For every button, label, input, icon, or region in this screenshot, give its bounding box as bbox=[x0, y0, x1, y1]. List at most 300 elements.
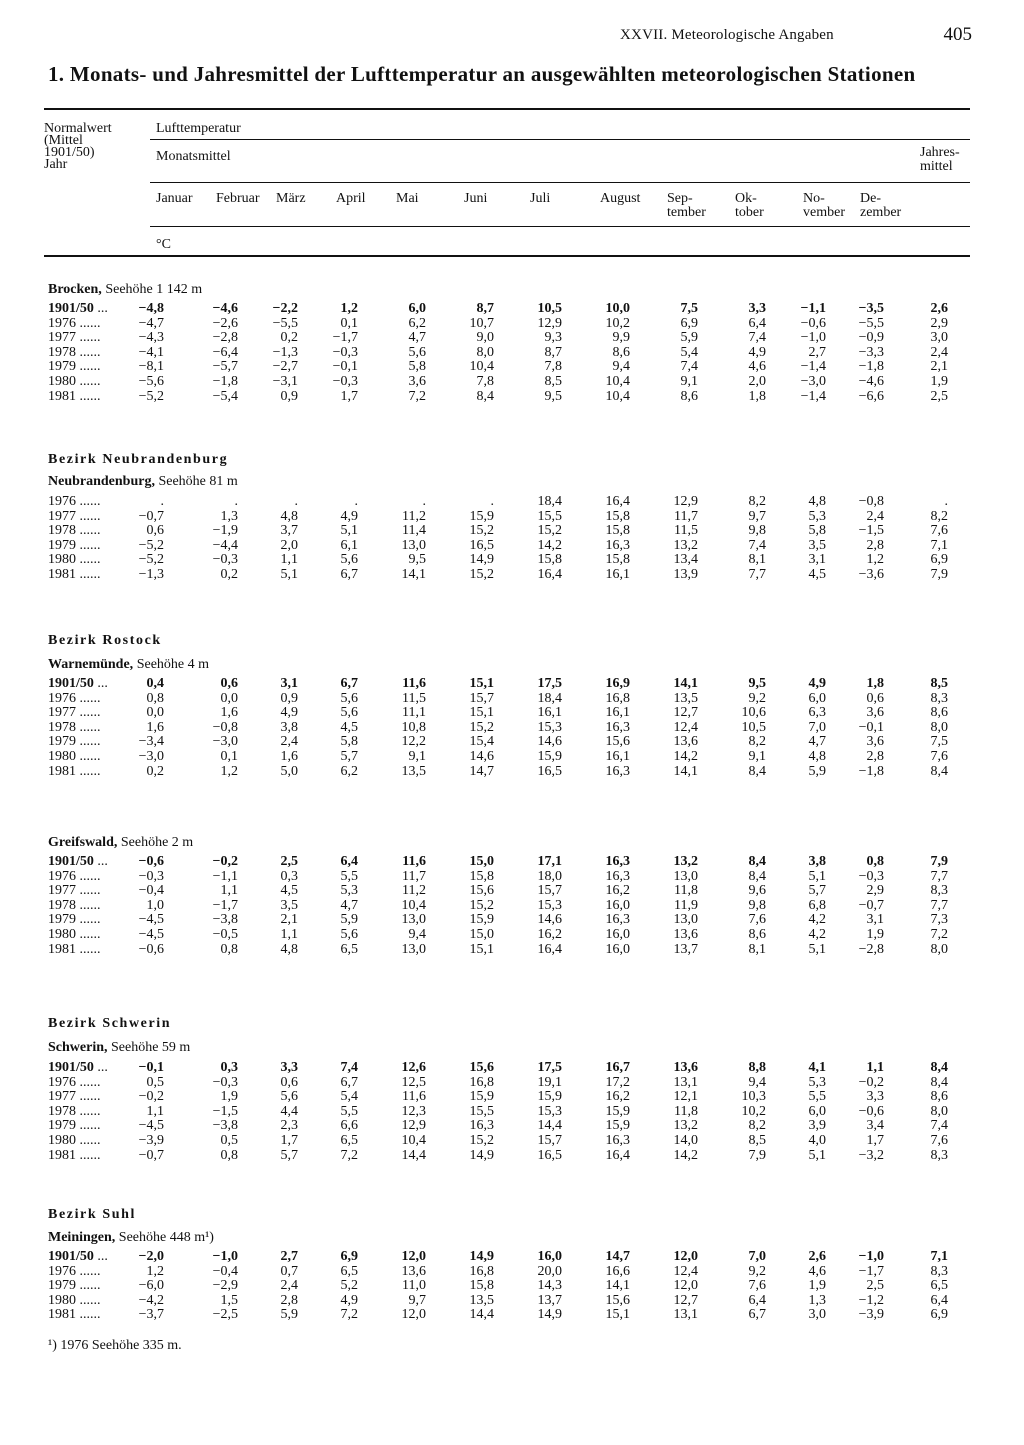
month-value-cell: 14,0 bbox=[673, 1133, 698, 1148]
month-value-cell: 2,7 bbox=[280, 1249, 298, 1264]
month-value-cell: 11,7 bbox=[402, 868, 426, 884]
month-value-cell: −4,6 bbox=[858, 374, 884, 389]
footnote: ¹) 1976 Seehöhe 335 m. bbox=[48, 1338, 182, 1353]
month-value-cell: 4,5 bbox=[280, 883, 298, 899]
row-year: 1980 bbox=[48, 374, 76, 389]
month-value-cell: 1,2 bbox=[220, 763, 238, 779]
table-row bbox=[0, 1134, 1024, 1148]
month-value-cell: 4,0 bbox=[808, 1133, 826, 1148]
month-value-cell: 15,9 bbox=[469, 912, 494, 928]
month-value-cell: 9,5 bbox=[748, 676, 766, 691]
month-value-cell: 9,3 bbox=[544, 330, 562, 346]
month-value-cell: 16,7 bbox=[605, 1060, 630, 1075]
station-name: Warnemünde, bbox=[48, 657, 134, 672]
station-elevation: Seehöhe 81 m bbox=[154, 474, 238, 489]
month-value-cell: 0,5 bbox=[220, 1133, 238, 1148]
month-value-cell: 1,2 bbox=[340, 301, 358, 316]
month-value-cell: −3,5 bbox=[858, 301, 884, 316]
month-value-cell: 4,2 bbox=[808, 912, 826, 928]
table-row bbox=[0, 721, 1024, 735]
month-value-cell: 5,9 bbox=[280, 1307, 298, 1323]
leader-dots: ...... bbox=[76, 1103, 101, 1119]
month-value-cell: 3,4 bbox=[866, 1118, 884, 1134]
month-value-cell: 2,3 bbox=[280, 1118, 298, 1134]
month-value-cell: 7,8 bbox=[476, 374, 494, 389]
month-value-cell: 15,9 bbox=[469, 1089, 494, 1105]
month-value-cell: 7,6 bbox=[748, 912, 766, 928]
month-value-cell: 15,0 bbox=[469, 927, 494, 942]
bezirk-heading: Bezirk Neubrandenburg bbox=[48, 452, 229, 467]
running-head: XXVII. Meteorologische Angaben bbox=[620, 27, 834, 43]
month-value-cell: −3,0 bbox=[800, 374, 826, 389]
row-label bbox=[48, 1279, 101, 1293]
month-value-cell: 8,6 bbox=[612, 344, 630, 360]
table-row bbox=[0, 1061, 1024, 1075]
month-value-cell: −5,2 bbox=[138, 537, 164, 553]
month-value-cell: 2,8 bbox=[280, 1292, 298, 1308]
month-value-cell: 11,7 bbox=[674, 508, 698, 524]
annual-mean-cell: 8,3 bbox=[930, 883, 948, 899]
month-value-cell: 9,5 bbox=[408, 552, 426, 568]
month-value-cell: 8,7 bbox=[544, 344, 562, 360]
month-value-cell: 15,6 bbox=[469, 1060, 494, 1075]
month-value-cell: 1,0 bbox=[146, 897, 164, 913]
row-label bbox=[48, 1105, 101, 1119]
month-value-cell: 6,7 bbox=[748, 1307, 766, 1323]
month-value-cell: 18,0 bbox=[537, 868, 562, 884]
month-value-cell: 4,7 bbox=[408, 330, 426, 346]
month-value-cell: 15,1 bbox=[469, 941, 494, 957]
month-value-cell: 16,3 bbox=[605, 537, 630, 553]
month-value-cell: 9,5 bbox=[544, 388, 562, 404]
row-label bbox=[48, 1294, 101, 1308]
row-year: 1976 bbox=[48, 315, 76, 331]
leader-dots: ...... bbox=[76, 719, 101, 735]
leader-dots: ...... bbox=[76, 359, 101, 375]
month-value-cell: 1,6 bbox=[146, 719, 164, 735]
month-value-cell: 7,0 bbox=[808, 719, 826, 735]
row-year: 1977 bbox=[48, 705, 76, 721]
month-value-cell: 16,3 bbox=[605, 868, 630, 884]
annual-mean-cell: 2,5 bbox=[930, 388, 948, 404]
month-value-cell: 0,6 bbox=[866, 690, 884, 706]
month-value-cell: 13,1 bbox=[673, 1074, 698, 1090]
month-value-cell: −1,0 bbox=[212, 1249, 238, 1264]
month-value-cell: −1,8 bbox=[212, 374, 238, 389]
month-value-cell: 16,9 bbox=[605, 676, 630, 691]
month-value-cell: −2,0 bbox=[138, 1249, 164, 1264]
month-value-cell: −4,3 bbox=[138, 330, 164, 346]
month-value-cell: 6,7 bbox=[340, 567, 358, 582]
row-label bbox=[48, 1149, 101, 1163]
row-year: 1979 bbox=[48, 537, 76, 553]
leader-dots: ...... bbox=[76, 927, 101, 942]
table-row bbox=[0, 1308, 1024, 1322]
month-value-cell: 0,7 bbox=[280, 1263, 298, 1279]
month-value-cell: 16,5 bbox=[537, 763, 562, 779]
month-value-cell: 14,1 bbox=[673, 763, 698, 779]
row-year: 1979 bbox=[48, 1278, 76, 1294]
month-value-cell: 10,2 bbox=[605, 315, 630, 331]
month-value-cell: 2,5 bbox=[866, 1278, 884, 1294]
month-value-cell: 2,4 bbox=[866, 508, 884, 524]
month-value-cell: 5,9 bbox=[808, 763, 826, 779]
month-value-cell: 11,5 bbox=[402, 690, 426, 706]
month-value-cell: 3,8 bbox=[808, 854, 826, 869]
month-value-cell: −3,8 bbox=[212, 912, 238, 928]
annual-mean-header-line: mittel bbox=[920, 159, 953, 174]
annual-mean-cell: 2,1 bbox=[930, 359, 948, 375]
table-row bbox=[0, 928, 1024, 942]
group-header-lufttemperatur: Lufttemperatur bbox=[156, 121, 241, 136]
month-value-cell: −2,6 bbox=[212, 315, 238, 331]
annual-mean-cell: 7,1 bbox=[930, 1249, 948, 1264]
month-value-cell: 17,2 bbox=[605, 1074, 630, 1090]
month-value-cell: 15,2 bbox=[469, 719, 494, 735]
month-value-cell: 14,6 bbox=[537, 734, 562, 750]
month-value-cell: 7,9 bbox=[748, 1147, 766, 1163]
month-value-cell: 15,8 bbox=[605, 508, 630, 524]
leader-dots: ...... bbox=[76, 1278, 101, 1294]
station-heading bbox=[48, 282, 202, 298]
leader-dots: ...... bbox=[76, 883, 101, 899]
month-value-cell: 3,3 bbox=[280, 1060, 298, 1075]
month-value-cell: 9,1 bbox=[408, 749, 426, 764]
leader-dots: ...... bbox=[76, 552, 101, 568]
month-value-cell: 0,4 bbox=[146, 676, 164, 691]
station-heading bbox=[48, 835, 193, 851]
month-value-cell: 13,5 bbox=[401, 763, 426, 779]
month-value-cell: 10,4 bbox=[469, 359, 494, 375]
month-value-cell: 15,6 bbox=[605, 1292, 630, 1308]
month-value-cell: −0,7 bbox=[858, 897, 884, 913]
month-value-cell: . bbox=[294, 494, 298, 509]
month-value-cell: 11,6 bbox=[402, 676, 426, 691]
month-value-cell: 5,7 bbox=[280, 1147, 298, 1163]
stub-header-line: Jahr bbox=[44, 157, 68, 172]
row-label bbox=[48, 721, 101, 735]
annual-mean-cell: 8,0 bbox=[930, 941, 948, 957]
month-value-cell: −2,5 bbox=[212, 1307, 238, 1323]
table-row bbox=[0, 1090, 1024, 1104]
table-row bbox=[0, 913, 1024, 927]
month-value-cell: −5,5 bbox=[858, 315, 884, 331]
row-year: 1979 bbox=[48, 1118, 76, 1134]
month-value-cell: 1,6 bbox=[280, 749, 298, 764]
month-value-cell: 2,9 bbox=[866, 883, 884, 899]
annual-mean-cell: 8,5 bbox=[930, 676, 948, 691]
month-value-cell: 11,0 bbox=[402, 1278, 426, 1294]
month-value-cell: 8,1 bbox=[748, 941, 766, 957]
month-header: Juli bbox=[530, 191, 551, 206]
month-value-cell: 16,0 bbox=[537, 1249, 562, 1264]
bezirk-heading: Bezirk Suhl bbox=[48, 1207, 137, 1222]
month-value-cell: 8,4 bbox=[748, 763, 766, 779]
table-row bbox=[0, 1294, 1024, 1308]
row-year: 1978 bbox=[48, 897, 76, 913]
month-value-cell: 16,4 bbox=[605, 494, 630, 509]
bezirk-heading: Bezirk Rostock bbox=[48, 633, 162, 648]
annual-mean-cell: 6,5 bbox=[930, 1278, 948, 1294]
row-year: 1901/50 bbox=[48, 676, 94, 691]
row-year: 1976 bbox=[48, 690, 76, 706]
table-row bbox=[0, 331, 1024, 345]
month-value-cell: −0,5 bbox=[212, 927, 238, 942]
month-value-cell: 16,0 bbox=[605, 941, 630, 957]
month-value-cell: 18,4 bbox=[537, 690, 562, 706]
month-header: vember bbox=[803, 205, 845, 220]
month-value-cell: 5,1 bbox=[808, 1147, 826, 1163]
month-value-cell: −1,5 bbox=[212, 1103, 238, 1119]
row-label bbox=[48, 884, 101, 898]
month-header: Januar bbox=[156, 191, 193, 206]
month-value-cell: 7,4 bbox=[680, 359, 698, 375]
month-value-cell: 2,8 bbox=[866, 537, 884, 553]
month-value-cell: 15,8 bbox=[605, 523, 630, 539]
bezirk-heading: Bezirk Schwerin bbox=[48, 1016, 172, 1031]
month-value-cell: 11,4 bbox=[402, 523, 426, 539]
month-value-cell: 11,6 bbox=[402, 1089, 426, 1105]
month-value-cell: 1,5 bbox=[220, 1292, 238, 1308]
month-value-cell: 6,0 bbox=[808, 1103, 826, 1119]
table-row bbox=[0, 495, 1024, 509]
month-header: Ok- bbox=[735, 191, 757, 206]
month-value-cell: 11,1 bbox=[402, 705, 426, 721]
month-header: zember bbox=[860, 205, 902, 220]
month-value-cell: 4,8 bbox=[280, 508, 298, 524]
month-value-cell: 16,3 bbox=[605, 854, 630, 869]
month-value-cell: 13,2 bbox=[673, 537, 698, 553]
month-value-cell: 16,3 bbox=[605, 763, 630, 779]
row-year: 1979 bbox=[48, 912, 76, 928]
station-name: Brocken, bbox=[48, 282, 102, 297]
month-value-cell: 13,7 bbox=[673, 941, 698, 957]
month-value-cell: 7,7 bbox=[748, 567, 766, 582]
month-value-cell: 6,0 bbox=[408, 301, 426, 316]
month-value-cell: 16,5 bbox=[537, 1147, 562, 1163]
month-value-cell: −0,3 bbox=[138, 868, 164, 884]
row-year: 1977 bbox=[48, 883, 76, 899]
month-value-cell: 12,4 bbox=[673, 719, 698, 735]
month-value-cell: 7,2 bbox=[340, 1147, 358, 1163]
month-value-cell: 0,9 bbox=[280, 388, 298, 404]
row-label bbox=[48, 1250, 108, 1264]
row-label bbox=[48, 1134, 101, 1148]
month-value-cell: −0,3 bbox=[332, 374, 358, 389]
table-row bbox=[0, 884, 1024, 898]
annual-mean-cell: 8,3 bbox=[930, 1147, 948, 1163]
month-value-cell: 13,0 bbox=[401, 537, 426, 553]
month-value-cell: 8,2 bbox=[748, 1118, 766, 1134]
month-value-cell: 0,8 bbox=[866, 854, 884, 869]
leader-dots: ... bbox=[93, 676, 108, 691]
row-year: 1978 bbox=[48, 1103, 76, 1119]
month-value-cell: 12,0 bbox=[401, 1249, 426, 1264]
leader-dots: ...... bbox=[76, 1263, 101, 1279]
row-label bbox=[48, 524, 101, 538]
month-value-cell: . bbox=[490, 494, 494, 509]
month-value-cell: 13,0 bbox=[401, 941, 426, 957]
month-value-cell: 4,8 bbox=[280, 941, 298, 957]
month-value-cell: 15,2 bbox=[537, 523, 562, 539]
annual-mean-cell: 1,9 bbox=[930, 374, 948, 389]
month-value-cell: 17,1 bbox=[537, 854, 562, 869]
annual-mean-cell: . bbox=[944, 494, 948, 509]
month-value-cell: 13,2 bbox=[673, 1118, 698, 1134]
month-value-cell: −1,3 bbox=[272, 344, 298, 360]
month-value-cell: 15,7 bbox=[537, 1133, 562, 1148]
month-value-cell: −0,3 bbox=[212, 552, 238, 568]
month-value-cell: 6,7 bbox=[340, 676, 358, 691]
month-value-cell: 1,1 bbox=[866, 1060, 884, 1075]
row-year: 1980 bbox=[48, 749, 76, 764]
table-row bbox=[0, 1076, 1024, 1090]
month-value-cell: 9,8 bbox=[748, 897, 766, 913]
month-value-cell: 14,4 bbox=[537, 1118, 562, 1134]
table-row bbox=[0, 1265, 1024, 1279]
month-value-cell: 10,5 bbox=[741, 719, 766, 735]
month-value-cell: 14,4 bbox=[469, 1307, 494, 1323]
month-value-cell: 4,5 bbox=[808, 567, 826, 582]
annual-mean-cell: 7,6 bbox=[930, 1133, 948, 1148]
table-row bbox=[0, 375, 1024, 389]
month-value-cell: 14,6 bbox=[469, 749, 494, 764]
row-year: 1976 bbox=[48, 1074, 76, 1090]
table-row bbox=[0, 735, 1024, 749]
month-value-cell: −2,2 bbox=[272, 301, 298, 316]
month-value-cell: 11,8 bbox=[674, 1103, 698, 1119]
table-row bbox=[0, 750, 1024, 764]
month-value-cell: 4,7 bbox=[340, 897, 358, 913]
month-value-cell: −3,1 bbox=[272, 374, 298, 389]
month-value-cell: 14,9 bbox=[469, 552, 494, 568]
month-value-cell: 0,6 bbox=[280, 1074, 298, 1090]
leader-dots: ...... bbox=[76, 1074, 101, 1090]
month-value-cell: −2,8 bbox=[212, 330, 238, 346]
month-value-cell: −1,0 bbox=[800, 330, 826, 346]
row-year: 1980 bbox=[48, 927, 76, 942]
month-value-cell: 9,7 bbox=[748, 508, 766, 524]
leader-dots: ...... bbox=[76, 1118, 101, 1134]
month-value-cell: 9,9 bbox=[612, 330, 630, 346]
month-value-cell: −1,8 bbox=[858, 359, 884, 375]
month-value-cell: 0,6 bbox=[146, 523, 164, 539]
month-value-cell: 7,0 bbox=[748, 1249, 766, 1264]
row-label bbox=[48, 1076, 101, 1090]
annual-mean-cell: 2,6 bbox=[930, 301, 948, 316]
row-year: 1977 bbox=[48, 330, 76, 346]
month-value-cell: 14,3 bbox=[537, 1278, 562, 1294]
month-value-cell: 5,9 bbox=[680, 330, 698, 346]
leader-dots: ...... bbox=[76, 941, 101, 957]
month-header: De- bbox=[860, 191, 881, 206]
annual-mean-cell: 8,4 bbox=[930, 1074, 948, 1090]
annual-mean-cell: 6,4 bbox=[930, 1292, 948, 1308]
month-value-cell: 15,5 bbox=[469, 1103, 494, 1119]
stub-header-line: (Mittel bbox=[44, 133, 83, 148]
month-value-cell: −3,9 bbox=[858, 1307, 884, 1323]
annual-mean-cell: 8,6 bbox=[930, 705, 948, 721]
month-value-cell: . bbox=[160, 494, 164, 509]
month-value-cell: −6,4 bbox=[212, 344, 238, 360]
month-value-cell: 13,5 bbox=[469, 1292, 494, 1308]
row-label bbox=[48, 899, 101, 913]
month-value-cell: 5,1 bbox=[340, 523, 358, 539]
month-value-cell: 6,8 bbox=[808, 897, 826, 913]
station-elevation: Seehöhe 2 m bbox=[117, 835, 194, 850]
station-elevation: Seehöhe 1 142 m bbox=[101, 282, 203, 297]
annual-mean-cell: 7,9 bbox=[930, 567, 948, 582]
month-value-cell: 5,7 bbox=[340, 749, 358, 764]
month-value-cell: 15,9 bbox=[469, 508, 494, 524]
month-value-cell: 4,8 bbox=[808, 749, 826, 764]
month-value-cell: 8,5 bbox=[748, 1133, 766, 1148]
month-value-cell: −5,7 bbox=[212, 359, 238, 375]
month-value-cell: 9,4 bbox=[612, 359, 630, 375]
row-label bbox=[48, 943, 101, 957]
month-value-cell: 6,2 bbox=[408, 315, 426, 331]
month-value-cell: −1,7 bbox=[332, 330, 358, 346]
month-header: August bbox=[600, 191, 641, 206]
station-heading bbox=[48, 1040, 190, 1056]
month-value-cell: 20,0 bbox=[537, 1263, 562, 1279]
month-value-cell: 15,3 bbox=[537, 1103, 562, 1119]
month-value-cell: 11,8 bbox=[674, 883, 698, 899]
month-value-cell: 8,5 bbox=[544, 374, 562, 389]
month-value-cell: −6,6 bbox=[858, 388, 884, 404]
month-value-cell: 5,6 bbox=[340, 552, 358, 568]
month-header: Februar bbox=[216, 191, 260, 206]
month-value-cell: −4,2 bbox=[138, 1292, 164, 1308]
month-value-cell: 16,3 bbox=[605, 1133, 630, 1148]
month-value-cell: −3,3 bbox=[858, 344, 884, 360]
month-value-cell: 4,9 bbox=[340, 508, 358, 524]
month-value-cell: 15,9 bbox=[537, 749, 562, 764]
month-value-cell: −0,4 bbox=[138, 883, 164, 899]
month-value-cell: −2,8 bbox=[858, 941, 884, 957]
row-label bbox=[48, 553, 101, 567]
annual-mean-header-line: Jahres- bbox=[920, 145, 960, 160]
table-title: 1. Monats- und Jahresmittel der Lufttemperatur an ausgewählten meteorologischen Stationen bbox=[48, 62, 916, 86]
month-value-cell: 3,5 bbox=[280, 897, 298, 913]
month-value-cell: 2,8 bbox=[866, 749, 884, 764]
table-row bbox=[0, 1279, 1024, 1293]
table-row bbox=[0, 539, 1024, 553]
leader-dots: ...... bbox=[76, 1292, 101, 1308]
leader-dots: ...... bbox=[76, 374, 101, 389]
month-value-cell: 2,1 bbox=[280, 912, 298, 928]
month-value-cell: 0,2 bbox=[146, 763, 164, 779]
month-value-cell: −1,2 bbox=[858, 1292, 884, 1308]
month-value-cell: 16,3 bbox=[605, 912, 630, 928]
leader-dots: ...... bbox=[76, 1147, 101, 1163]
month-value-cell: 9,4 bbox=[408, 927, 426, 942]
leader-dots: ...... bbox=[76, 868, 101, 884]
table-row bbox=[0, 317, 1024, 331]
month-value-cell: −3,9 bbox=[138, 1133, 164, 1148]
row-year: 1977 bbox=[48, 1089, 76, 1105]
month-value-cell: 12,5 bbox=[401, 1074, 426, 1090]
month-value-cell: 5,3 bbox=[808, 1074, 826, 1090]
month-value-cell: 16,1 bbox=[605, 705, 630, 721]
month-value-cell: 5,0 bbox=[280, 763, 298, 779]
month-value-cell: 5,8 bbox=[408, 359, 426, 375]
month-value-cell: 13,6 bbox=[673, 927, 698, 942]
month-value-cell: 15,0 bbox=[469, 854, 494, 869]
month-value-cell: 1,1 bbox=[280, 552, 298, 568]
month-value-cell: 15,2 bbox=[469, 567, 494, 582]
leader-dots: ...... bbox=[76, 388, 101, 404]
